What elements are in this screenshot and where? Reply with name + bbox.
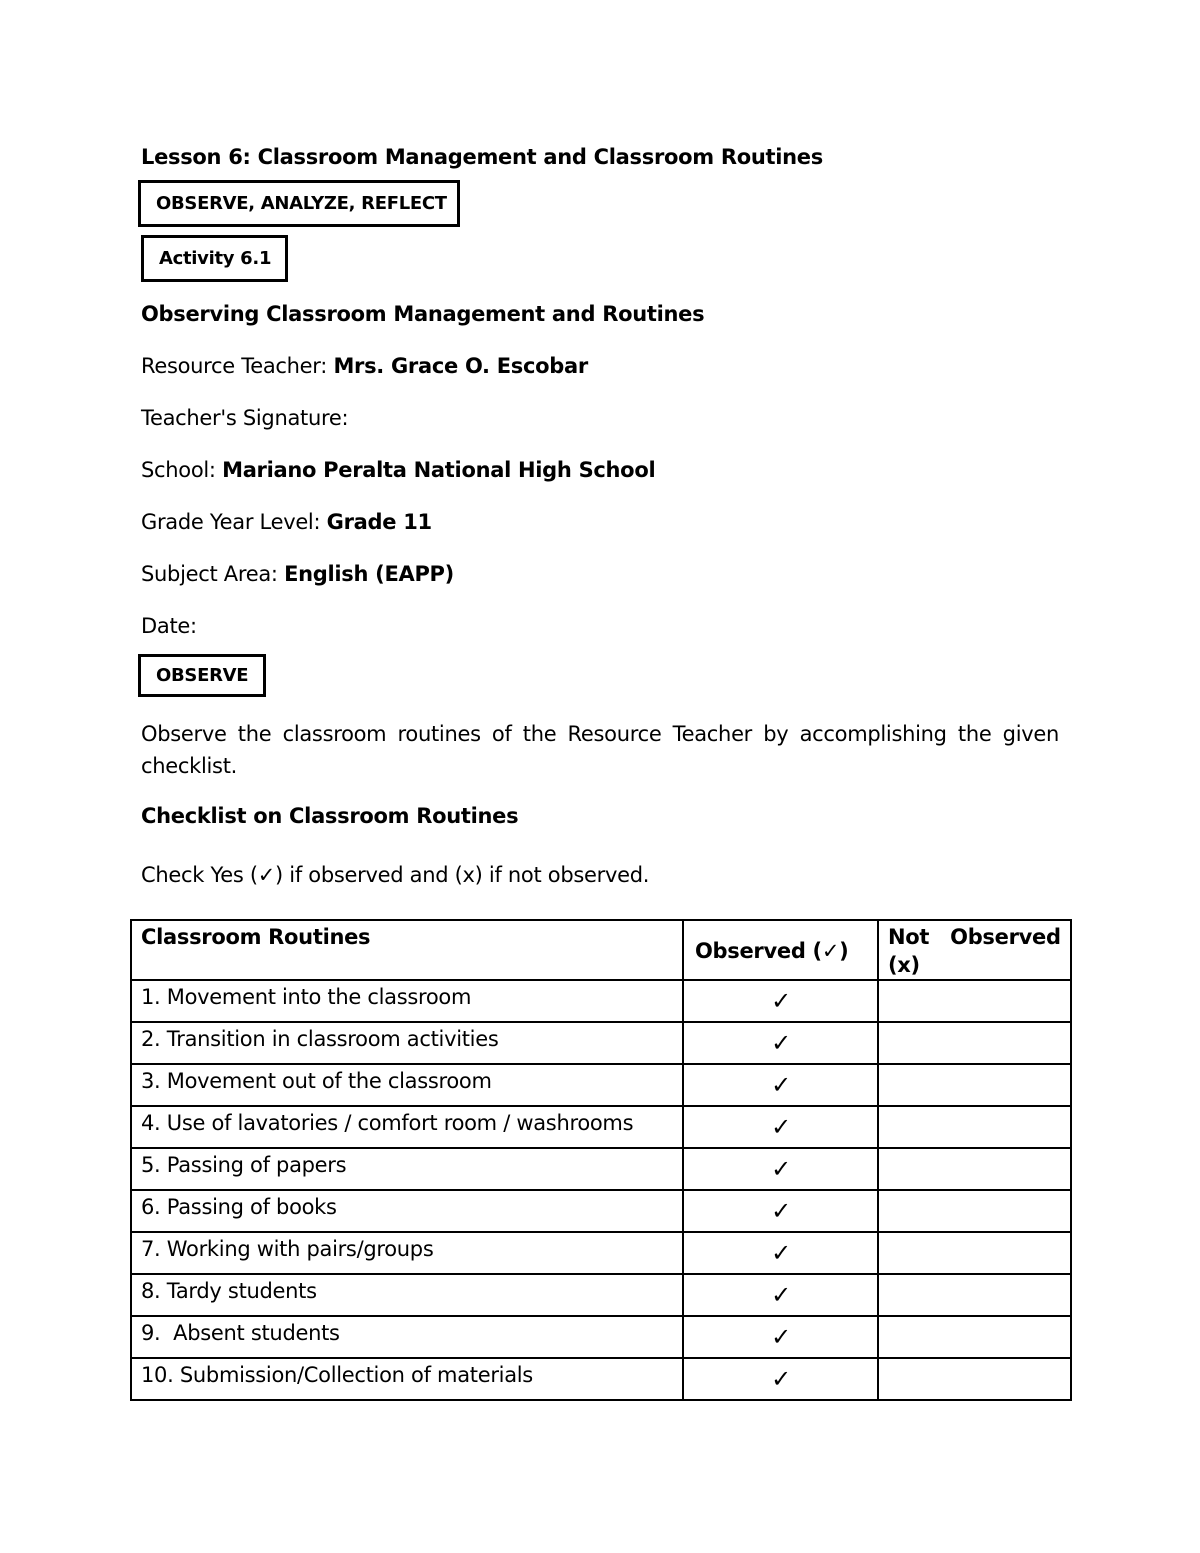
not-observed-cell [878,980,1071,1022]
observe-box: OBSERVE [138,654,266,697]
table-row [131,980,1071,1022]
table-header-row [131,920,1071,980]
not-observed-cell [878,1274,1071,1316]
routine-cell: 9. Absent students [131,1316,683,1358]
routine-cell: 7. Working with pairs/groups [131,1232,683,1274]
check-instruction: Check Yes (✓) if observed and (x) if not observed. [141,863,650,887]
observed-check-icon: ✓ [683,980,878,1022]
observed-check-icon: ✓ [683,1190,878,1232]
observed-check-icon: ✓ [683,1022,878,1064]
observed-check-icon: ✓ [683,1232,878,1274]
not-observed-cell [878,1232,1071,1274]
routine-cell: 10. Submission/Collection of materials [131,1358,683,1400]
routine-cell: 5. Passing of papers [131,1148,683,1190]
subject-line [141,561,454,587]
signature-label: Teacher's Signature: [141,406,349,430]
resource-teacher-value: Mrs. Grace O. Escobar [333,354,588,378]
not-observed-cell [878,1190,1071,1232]
lesson-title: Lesson 6: Classroom Management and Classroom Routines [141,145,823,169]
routine-cell: 2. Transition in classroom activities [131,1022,683,1064]
table-row [131,1106,1071,1148]
observed-check-icon: ✓ [683,1064,878,1106]
table-row [131,1190,1071,1232]
subject-value: English (EAPP) [284,562,454,586]
school-value: Mariano Peralta National High School [222,458,656,482]
not-observed-cell [878,1316,1071,1358]
grade-value: Grade 11 [326,510,432,534]
resource-teacher-line [141,353,588,379]
activity-box: Activity 6.1 [141,235,288,282]
school-line [141,457,655,483]
table-row [131,1022,1071,1064]
routine-cell: 1. Movement into the classroom [131,980,683,1022]
grade-line [141,509,432,535]
table-row [131,1148,1071,1190]
checklist-table [130,919,1072,1401]
header-not-observed: Not Observed (x) [878,920,1071,980]
date-label: Date: [141,614,197,638]
routine-cell: 8. Tardy students [131,1274,683,1316]
not-observed-cell [878,1148,1071,1190]
checklist-title: Checklist on Classroom Routines [141,804,519,828]
not-observed-cell [878,1358,1071,1400]
table-row [131,1316,1071,1358]
observed-check-icon: ✓ [683,1358,878,1400]
not-observed-cell [878,1106,1071,1148]
observed-check-icon: ✓ [683,1106,878,1148]
routine-cell: 4. Use of lavatories / comfort room / washrooms [131,1106,683,1148]
table-row [131,1358,1071,1400]
observed-check-icon: ✓ [683,1274,878,1316]
observed-check-icon: ✓ [683,1316,878,1358]
not-observed-cell [878,1022,1071,1064]
table-row [131,1274,1071,1316]
subject-label: Subject Area: [141,562,278,586]
routine-cell: 6. Passing of books [131,1190,683,1232]
header-observed: Observed (✓) [683,920,878,980]
school-label: School: [141,458,216,482]
observe-analyze-reflect-box: OBSERVE, ANALYZE, REFLECT [138,180,460,227]
not-observed-cell [878,1064,1071,1106]
resource-teacher-label: Resource Teacher: [141,354,328,378]
routine-cell: 3. Movement out of the classroom [131,1064,683,1106]
grade-label: Grade Year Level: [141,510,321,534]
activity-title: Observing Classroom Management and Routines [141,302,705,326]
header-classroom-routines: Classroom Routines [131,920,683,980]
table-row [131,1232,1071,1274]
table-row [131,1064,1071,1106]
observed-check-icon: ✓ [683,1148,878,1190]
instruction-paragraph: Observe the classroom routines of the Resource Teacher by accomplishing the given checklist. [141,722,1059,778]
